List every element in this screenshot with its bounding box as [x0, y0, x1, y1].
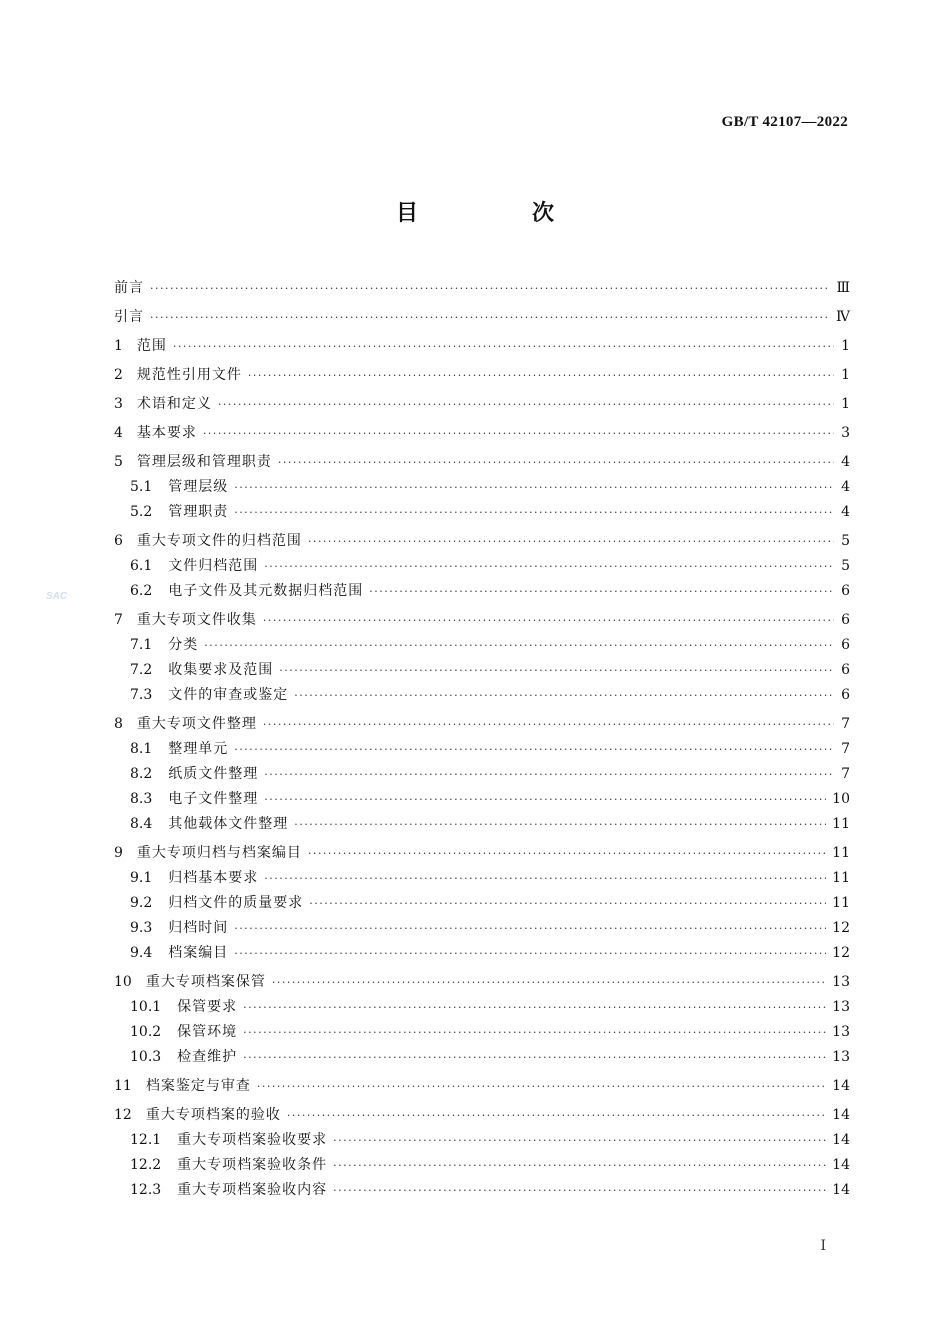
toc-entry[interactable]: [114, 1178, 850, 1203]
toc-entry-label: 重大专项档案验收要求: [177, 1132, 328, 1148]
toc-entry[interactable]: [114, 1103, 850, 1128]
toc-entry-page: 6: [841, 687, 850, 703]
toc-entry-page: 7: [841, 716, 850, 732]
toc-entry-label: 档案编目: [168, 945, 229, 961]
toc-entry[interactable]: [114, 1128, 850, 1153]
toc-entry-label: 重大专项档案验收条件: [177, 1157, 328, 1173]
toc-entry[interactable]: [114, 392, 850, 417]
dot-leader: [263, 608, 834, 633]
toc-entry[interactable]: [114, 762, 850, 787]
dot-leader: [218, 392, 834, 417]
toc-entry[interactable]: [114, 916, 850, 941]
dot-leader: [294, 683, 834, 708]
toc-entry-page: 4: [841, 479, 850, 495]
toc-entry-number: 9.1: [130, 870, 153, 886]
dot-leader: [243, 1045, 826, 1070]
toc-entry[interactable]: [114, 529, 850, 554]
toc-entry-page: 14: [832, 1157, 850, 1173]
toc-entry[interactable]: [114, 276, 850, 301]
toc-entry[interactable]: [114, 841, 850, 866]
toc-entry-page: 11: [832, 845, 850, 861]
dot-leader: [278, 450, 834, 475]
toc-entry-page: 14: [832, 1132, 850, 1148]
toc-entry[interactable]: [114, 579, 850, 604]
toc-entry-label: 重大专项档案的验收: [145, 1107, 281, 1123]
toc-entry-label: 术语和定义: [136, 396, 212, 412]
dot-leader: [243, 995, 826, 1020]
toc-entry-number: 8.1: [130, 741, 153, 757]
toc-entry-page: 1: [841, 367, 850, 383]
dot-leader: [150, 305, 830, 330]
dot-leader: [309, 891, 826, 916]
toc-entry-page: 13: [832, 1049, 850, 1065]
toc-entry[interactable]: [114, 995, 850, 1020]
toc-entry[interactable]: [114, 1074, 850, 1099]
toc-entry-label: 管理职责: [168, 504, 229, 520]
toc-entry-number: 10.1: [130, 999, 162, 1015]
toc-entry[interactable]: [114, 1045, 850, 1070]
toc-entry-page: 1: [841, 396, 850, 412]
toc-entry-label: 文件归档范围: [168, 558, 259, 574]
dot-leader: [264, 866, 826, 891]
dot-leader: [263, 712, 834, 737]
toc-entry-number: 10.3: [130, 1049, 162, 1065]
toc-entry-label: 分类: [168, 637, 199, 653]
toc-entry-number: 8.4: [130, 816, 153, 832]
page-title: 目 次: [395, 200, 600, 226]
toc-entry[interactable]: [114, 500, 850, 525]
toc-entry-number: 8.2: [130, 766, 153, 782]
toc-entry[interactable]: [114, 737, 850, 762]
toc-entry-number: 5.2: [130, 504, 153, 520]
toc-entry-label: 检查维护: [177, 1049, 238, 1065]
toc-entry-label: 保管要求: [177, 999, 238, 1015]
toc-entry-page: 10: [832, 791, 850, 807]
toc-entry-number: 12.2: [130, 1157, 162, 1173]
toc-entry-number: 12.1: [130, 1132, 162, 1148]
toc-entry-number: 6.2: [130, 583, 153, 599]
toc-entry[interactable]: [114, 712, 850, 737]
toc-entry-number: 8.3: [130, 791, 153, 807]
toc-entry-label: 范围: [136, 338, 167, 354]
toc-entry-label: 重大专项文件收集: [136, 612, 257, 628]
toc-entry-label: 收集要求及范围: [168, 662, 274, 678]
dot-leader: [272, 970, 826, 995]
dot-leader: [150, 276, 830, 301]
toc-entry[interactable]: [114, 683, 850, 708]
toc-entry-label: 电子文件及其元数据归档范围: [168, 583, 364, 599]
toc-entry-label: 归档时间: [168, 920, 229, 936]
toc-entry[interactable]: [114, 812, 850, 837]
toc-entry[interactable]: [114, 450, 850, 475]
toc-entry-page: 5: [841, 558, 850, 574]
dot-leader: [234, 916, 826, 941]
toc-entry-label: 文件的审查或鉴定: [168, 687, 289, 703]
toc-entry-label: 重大专项档案保管: [145, 974, 266, 990]
toc-entry-number: 11: [114, 1078, 132, 1094]
dot-leader: [257, 1074, 826, 1099]
toc-entry[interactable]: [114, 305, 850, 330]
toc-entry-page: 6: [841, 583, 850, 599]
toc-entry-number: 5.1: [130, 479, 153, 495]
dot-leader: [204, 633, 834, 658]
toc-entry-number: 6: [114, 533, 123, 549]
toc-entry-label: 管理层级: [168, 479, 229, 495]
toc-entry-label: 重大专项归档与档案编目: [136, 845, 302, 861]
toc-entry-label: 重大专项档案验收内容: [177, 1182, 328, 1198]
toc-entry-page: 12: [832, 945, 850, 961]
toc-entry[interactable]: [114, 363, 850, 388]
toc-entry-page: 11: [832, 870, 850, 886]
toc-entry-page: 13: [832, 999, 850, 1015]
toc-entry[interactable]: [114, 1020, 850, 1045]
toc-entry-page: 14: [832, 1182, 850, 1198]
toc-entry-page: 13: [832, 1024, 850, 1040]
toc-entry-number: 7.2: [130, 662, 153, 678]
toc-entry-label: 重大专项文件的归档范围: [136, 533, 302, 549]
table-of-contents: [114, 272, 850, 1203]
toc-entry-page: 11: [832, 816, 850, 832]
toc-entry[interactable]: [114, 334, 850, 359]
toc-entry-number: 5: [114, 454, 123, 470]
toc-entry[interactable]: [114, 891, 850, 916]
toc-entry[interactable]: [114, 941, 850, 966]
toc-entry-number: 12.3: [130, 1182, 162, 1198]
toc-entry-page: 7: [841, 741, 850, 757]
toc-entry-label: 其他载体文件整理: [168, 816, 289, 832]
toc-entry-number: 4: [114, 425, 123, 441]
toc-entry-page: 11: [832, 895, 850, 911]
dot-leader: [287, 1103, 826, 1128]
toc-entry[interactable]: [114, 1153, 850, 1178]
dot-leader: [173, 334, 834, 359]
sac-watermark: SAC: [46, 591, 68, 602]
toc-entry-number: 9.4: [130, 945, 153, 961]
toc-entry-label: 整理单元: [168, 741, 229, 757]
toc-entry-page: 1: [841, 338, 850, 354]
standard-code: GB/T 42107—2022: [721, 114, 848, 130]
dot-leader: [234, 737, 834, 762]
dot-leader: [264, 787, 826, 812]
toc-entry-page: 6: [841, 637, 850, 653]
dot-leader: [308, 529, 834, 554]
toc-entry-label: 引言: [114, 309, 144, 325]
toc-entry-page: 7: [841, 766, 850, 782]
dot-leader: [234, 500, 834, 525]
toc-entry[interactable]: [114, 633, 850, 658]
toc-entry-number: 2: [114, 367, 123, 383]
toc-entry-number: 9.3: [130, 920, 153, 936]
dot-leader: [333, 1153, 826, 1178]
toc-entry-number: 1: [114, 338, 123, 354]
toc-entry[interactable]: [114, 608, 850, 633]
toc-entry-number: 10.2: [130, 1024, 162, 1040]
toc-entry-number: 7.1: [130, 637, 153, 653]
toc-entry[interactable]: [114, 866, 850, 891]
toc-entry[interactable]: [114, 787, 850, 812]
toc-entry-label: 纸质文件整理: [168, 766, 259, 782]
toc-entry-page: 4: [841, 504, 850, 520]
toc-entry-label: 归档基本要求: [168, 870, 259, 886]
toc-entry-page: Ⅲ: [836, 280, 850, 296]
toc-entry-label: 基本要求: [136, 425, 197, 441]
dot-leader: [279, 658, 834, 683]
toc-entry-page: 6: [841, 662, 850, 678]
toc-entry-label: 保管环境: [177, 1024, 238, 1040]
toc-entry-label: 重大专项文件整理: [136, 716, 257, 732]
toc-entry[interactable]: [114, 970, 850, 995]
toc-entry-number: 9: [114, 845, 123, 861]
toc-entry-number: 7.3: [130, 687, 153, 703]
toc-entry-label: 档案鉴定与审查: [145, 1078, 251, 1094]
toc-entry-page: 4: [841, 454, 850, 470]
toc-entry[interactable]: [114, 554, 850, 579]
toc-entry-number: 8: [114, 716, 123, 732]
toc-entry-page: 12: [832, 920, 850, 936]
toc-entry[interactable]: [114, 475, 850, 500]
toc-entry-page: 14: [832, 1078, 850, 1094]
toc-entry-label: 归档文件的质量要求: [168, 895, 304, 911]
toc-entry-page: 3: [841, 425, 850, 441]
toc-entry-number: 6.1: [130, 558, 153, 574]
toc-entry-number: 3: [114, 396, 123, 412]
toc-entry-page: 6: [841, 612, 850, 628]
dot-leader: [234, 941, 826, 966]
toc-entry-label: 电子文件整理: [168, 791, 259, 807]
toc-entry[interactable]: [114, 421, 850, 446]
dot-leader: [243, 1020, 826, 1045]
toc-entry-page: 13: [832, 974, 850, 990]
dot-leader: [369, 579, 834, 604]
dot-leader: [248, 363, 834, 388]
dot-leader: [234, 475, 834, 500]
dot-leader: [264, 554, 834, 579]
toc-entry-label: 前言: [114, 280, 144, 296]
dot-leader: [333, 1128, 826, 1153]
toc-entry-number: 7: [114, 612, 123, 628]
dot-leader: [264, 762, 834, 787]
toc-entry-page: 14: [832, 1107, 850, 1123]
dot-leader: [308, 841, 826, 866]
toc-entry-number: 10: [114, 974, 132, 990]
toc-entry[interactable]: [114, 658, 850, 683]
toc-entry-label: 规范性引用文件: [136, 367, 242, 383]
dot-leader: [203, 421, 834, 446]
page-number: Ⅰ: [820, 1238, 826, 1254]
toc-entry-number: 9.2: [130, 895, 153, 911]
toc-entry-page: 5: [841, 533, 850, 549]
dot-leader: [333, 1178, 826, 1203]
toc-entry-number: 12: [114, 1107, 132, 1123]
toc-entry-page: Ⅳ: [836, 309, 850, 325]
toc-entry-label: 管理层级和管理职责: [136, 454, 272, 470]
dot-leader: [294, 812, 826, 837]
